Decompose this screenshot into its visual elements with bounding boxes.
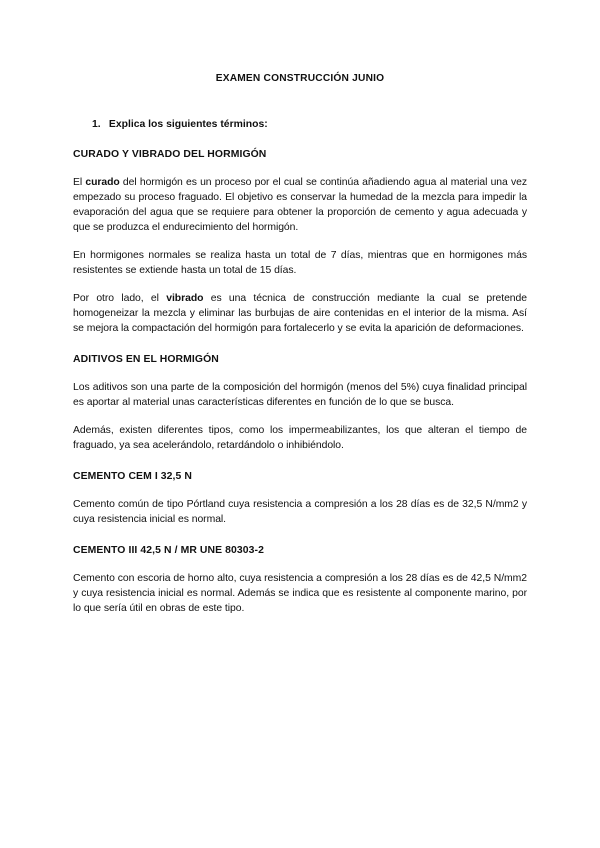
term-vibrado: vibrado: [166, 293, 204, 304]
section-heading-curado-vibrado: CURADO Y VIBRADO DEL HORMIGÓN: [73, 149, 267, 160]
paragraph-vibrado: Por otro lado, el vibrado es una técnica de construcción mediante la cual se pretende homogeneizar la mezcla y eliminar las burbujas de aire contenidas en el interior de la misma. Así se mejora la compactación del hormigón para fortalecerlo y se evita la aparición de deformaciones.: [73, 293, 527, 334]
question-text: Explica los siguientes términos:: [108, 119, 268, 130]
paragraph-curado-dias: En hormigones normales se realiza hasta un total de 7 días, mientras que en hormigones más resistentes se extiende hasta un total de 15 días.: [73, 250, 527, 276]
question-item: [92, 117, 527, 132]
section-heading-cemento-iii: CEMENTO III 42,5 N / MR UNE 80303-2: [73, 545, 264, 556]
paragraph-cemento-iii: Cemento con escoria de horno alto, cuya resistencia a compresión a los 28 días es de 42,5 N/mm2 y cuya resistencia inicial es normal. Además se indica que es resistente al componente marino, por lo que sería útil en obras de este tipo.: [73, 573, 527, 614]
question-number: 1.: [92, 119, 101, 130]
document-content: [73, 71, 527, 616]
paragraph-aditivos: Los aditivos son una parte de la composición del hormigón (menos del 5%) cuya finalidad principal es aportar al material unas características diferentes en función de lo que se busca.: [73, 382, 527, 408]
paragraph-curado: El curado del hormigón es un proceso por el cual se continúa añadiendo agua al material una vez empezado su proceso fraguado. El objetivo es conservar la humedad de la mezcla para impedir la evaporación del agua que se requiere para obtener la proporción de cemento y agua adecuada y que se produzca el endurecimiento del hormigón.: [73, 177, 527, 233]
paragraph-aditivos-tipos: Además, existen diferentes tipos, como los impermeabilizantes, los que alteran el tiempo de fraguado, ya sea acelerándolo, retardándolo o inhibiéndolo.: [73, 425, 527, 451]
section-heading-aditivos: ADITIVOS EN EL HORMIGÓN: [73, 354, 219, 365]
document-title: EXAMEN CONSTRUCCIÓN JUNIO: [215, 73, 385, 84]
term-curado: curado: [85, 177, 120, 188]
section-heading-cemento-cem-i: CEMENTO CEM I 32,5 N: [73, 471, 193, 482]
paragraph-cemento-cem-i: Cemento común de tipo Pórtland cuya resistencia a compresión a los 28 días es de 32,5 N/mm2 y cuya resistencia inicial es normal.: [73, 499, 527, 525]
